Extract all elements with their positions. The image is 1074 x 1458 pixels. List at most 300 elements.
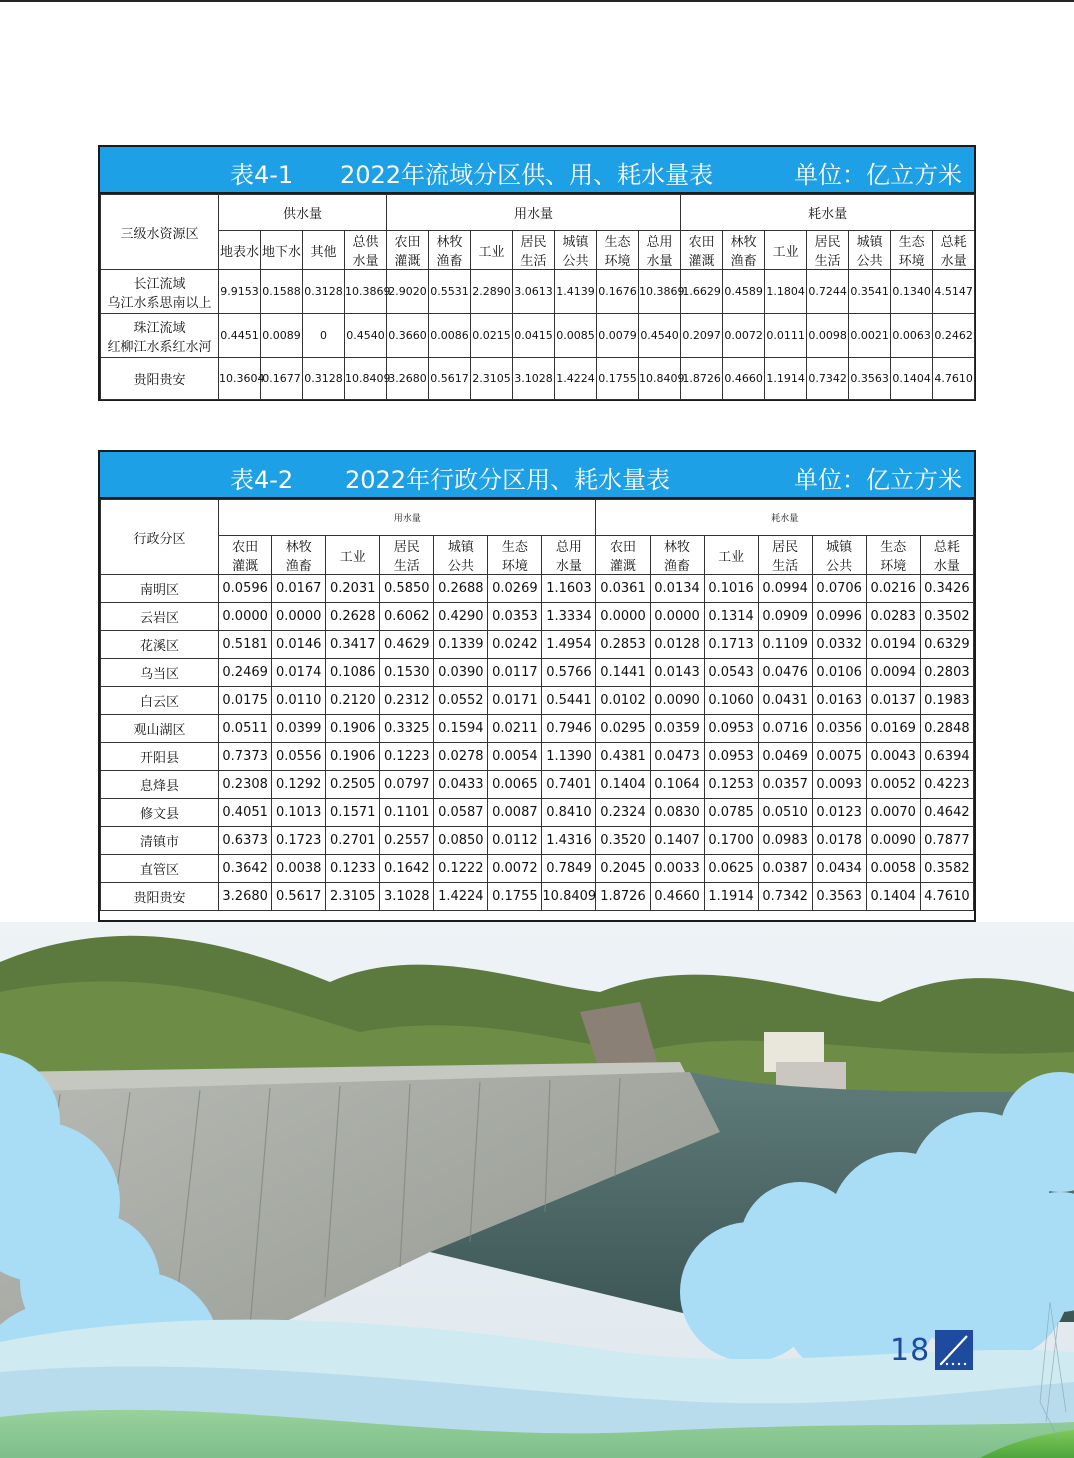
table-cell: 0.7342 [758,883,812,911]
table-cell: 0.0511 [219,715,272,743]
table-cell: 0.1060 [704,687,758,715]
table-cell: 10.3604 [219,358,261,400]
column-header: 居民 生活 [513,231,555,270]
table-cell: 0.0278 [434,743,488,771]
table-cell: 0.2308 [219,771,272,799]
table-cell: 0.2120 [326,687,380,715]
table-cell: 0.0128 [650,631,704,659]
table-cell: 0.5531 [429,270,471,314]
table-cell: 1.3334 [542,603,596,631]
column-header: 城镇 公共 [849,231,891,270]
table-cell: 0.0361 [596,575,650,603]
table-cell: 0.0242 [488,631,542,659]
column-header: 总供 水量 [345,231,387,270]
table-cell: 10.3869 [639,270,681,314]
table-cell: 0.0174 [272,659,326,687]
table-4-2 [98,450,976,922]
table-cell: 0.7244 [807,270,849,314]
table-cell: 0.0169 [866,715,920,743]
row-label: 乌当区 [101,659,219,687]
column-header: 工业 [471,231,513,270]
table-cell: 1.4954 [542,631,596,659]
table-row [101,715,974,743]
table-cell: 0.0909 [758,603,812,631]
table-cell: 0.0098 [807,314,849,358]
table-cell: 0.5181 [219,631,272,659]
table-cell: 0.0000 [219,603,272,631]
table-cell: 0.2462 [933,314,975,358]
table-cell: 0.7877 [920,827,973,855]
table-cell: 0.0357 [758,771,812,799]
table-cell: 0.0052 [866,771,920,799]
table-cell: 0.4451 [219,314,261,358]
table-cell: 0.0359 [650,715,704,743]
row-label: 长江流域 乌江水系思南以上 [101,270,219,314]
table-cell: 0.0043 [866,743,920,771]
table-cell: 0.0090 [866,827,920,855]
table-cell: 1.1914 [765,358,807,400]
table-title: 2022年流域分区供、用、耗水量表 [340,161,714,189]
table-cell: 0.3541 [849,270,891,314]
table-cell: 0.3128 [303,358,345,400]
table-cell: 0.2628 [326,603,380,631]
table-cell: 2.3105 [471,358,513,400]
table-cell: 0.0094 [866,659,920,687]
column-header: 农田 灌溉 [219,536,272,575]
table-cell: 10.3869 [345,270,387,314]
table-cell: 0.0143 [650,659,704,687]
table-cell: 4.7610 [920,883,973,911]
row-label: 白云区 [101,687,219,715]
row-label: 清镇市 [101,827,219,855]
row-label: 修文县 [101,799,219,827]
top-rule [0,0,1074,2]
table-cell: 0.0072 [723,314,765,358]
row-label: 观山湖区 [101,715,219,743]
column-header: 生态 环境 [597,231,639,270]
column-header: 总耗 水量 [920,536,973,575]
table-cell: 1.1603 [542,575,596,603]
table-cell: 2.3105 [326,883,380,911]
table-cell: 0.1404 [866,883,920,911]
table-cell: 0.0469 [758,743,812,771]
column-header: 工业 [704,536,758,575]
table-cell: 0.4540 [639,314,681,358]
table-cell: 0.0063 [891,314,933,358]
column-header: 农田 灌溉 [387,231,429,270]
table-cell: 1.4316 [542,827,596,855]
table-cell: 0.1101 [380,799,434,827]
table-cell: 0.0110 [272,687,326,715]
table-row [101,855,974,883]
table-4-1-header [100,147,974,194]
column-header: 总用 水量 [639,231,681,270]
table-cell: 0.0994 [758,575,812,603]
row-label: 贵阳贵安 [101,358,219,400]
table-cell: 0.5766 [542,659,596,687]
table-cell: 0.2045 [596,855,650,883]
table-cell: 0.4223 [920,771,973,799]
table-cell: 0.0353 [488,603,542,631]
table-4-2-grid [100,499,974,911]
table-cell: 0.0625 [704,855,758,883]
row-label: 直管区 [101,855,219,883]
table-cell: 0.0089 [261,314,303,358]
table-cell: 0.4290 [434,603,488,631]
table-cell: 0.1530 [380,659,434,687]
table-cell: 0.0085 [555,314,597,358]
table-cell: 0.3563 [849,358,891,400]
column-header: 地表水 [219,231,261,270]
table-cell: 0.3128 [303,270,345,314]
table-cell: 0.3520 [596,827,650,855]
table-cell: 0.0473 [650,743,704,771]
table-cell: 0.0390 [434,659,488,687]
table-cell: 0.0075 [812,743,866,771]
table-cell: 9.9153 [219,270,261,314]
column-header: 居民 生活 [758,536,812,575]
table-cell: 1.4139 [555,270,597,314]
table-cell: 0.5617 [429,358,471,400]
table-cell: 0.0117 [488,659,542,687]
table-row [101,883,974,911]
table-cell: 0.1064 [650,771,704,799]
table-cell: 0.1404 [596,771,650,799]
table-cell: 3.2680 [387,358,429,400]
table-cell: 1.8726 [681,358,723,400]
table-cell: 0.0054 [488,743,542,771]
table-cell: 0.0090 [650,687,704,715]
table-cell: 1.1390 [542,743,596,771]
table-cell: 0.0850 [434,827,488,855]
table-cell: 0.1404 [891,358,933,400]
table-number: 表4-1 [230,161,294,189]
table-cell: 0.0038 [272,855,326,883]
table-cell: 1.4224 [434,883,488,911]
table-cell: 0.1013 [272,799,326,827]
column-header: 城镇 公共 [812,536,866,575]
row-label: 息烽县 [101,771,219,799]
column-header: 林牧 渔畜 [429,231,471,270]
table-cell: 0.1339 [434,631,488,659]
table-cell: 0.0000 [596,603,650,631]
table-cell: 0.6062 [380,603,434,631]
table-4-1 [98,145,976,401]
table-cell: 0.5441 [542,687,596,715]
column-header: 林牧 渔畜 [272,536,326,575]
table-cell: 3.1028 [380,883,434,911]
table-cell: 0.0387 [758,855,812,883]
group-header-use: 用水量 [219,500,596,536]
table-cell: 10.8409 [639,358,681,400]
table-cell: 0.0058 [866,855,920,883]
table-cell: 0.1253 [704,771,758,799]
column-header: 生态 环境 [866,536,920,575]
table-cell: 0.0137 [866,687,920,715]
table-cell: 0.1642 [380,855,434,883]
table-cell: 0.6394 [920,743,973,771]
row-label: 珠江流域 红柳江水系红水河 [101,314,219,358]
table-cell: 0.0295 [596,715,650,743]
table-cell: 0.4381 [596,743,650,771]
table-cell: 0.2469 [219,659,272,687]
table-cell: 0.0134 [650,575,704,603]
table-cell: 0.0716 [758,715,812,743]
table-row [101,631,974,659]
table-cell: 0.0399 [272,715,326,743]
table-title: 2022年行政分区用、耗水量表 [345,466,671,494]
table-cell: 0.0587 [434,799,488,827]
table-cell: 0.0356 [812,715,866,743]
table-cell: 0.1700 [704,827,758,855]
table-row [101,827,974,855]
table-cell: 0.2853 [596,631,650,659]
column-header: 总用 水量 [542,536,596,575]
table-cell: 0.1713 [704,631,758,659]
table-cell: 0.0211 [488,715,542,743]
table-cell: 0.1594 [434,715,488,743]
column-header: 其他 [303,231,345,270]
table-cell: 0.2031 [326,575,380,603]
table-cell: 0.1233 [326,855,380,883]
table-cell: 0.0087 [488,799,542,827]
table-cell: 4.5147 [933,270,975,314]
table-cell: 3.1028 [513,358,555,400]
table-cell: 0.4540 [345,314,387,358]
table-cell: 0.2557 [380,827,434,855]
group-header-use: 用水量 [387,195,681,231]
column-header: 城镇 公共 [555,231,597,270]
table-cell: 0.3642 [219,855,272,883]
table-cell: 0.1755 [488,883,542,911]
table-cell: 0.7849 [542,855,596,883]
table-row [101,575,974,603]
table-row [101,743,974,771]
column-header: 居民 生活 [380,536,434,575]
table-cell: 1.8726 [596,883,650,911]
table-cell: 0.8410 [542,799,596,827]
table-cell: 0.0079 [597,314,639,358]
table-unit: 单位：亿立方米 [794,466,962,494]
table-cell: 0.7946 [542,715,596,743]
table-cell: 0.4642 [920,799,973,827]
table-cell: 0.2324 [596,799,650,827]
table-cell: 0.3426 [920,575,973,603]
table-cell: 0.1906 [326,715,380,743]
table-row [101,270,975,314]
table-cell: 0.0111 [765,314,807,358]
table-cell: 0.0086 [429,314,471,358]
table-cell: 0.0552 [434,687,488,715]
column-header: 城镇 公共 [434,536,488,575]
region-header: 行政分区 [101,500,219,575]
group-header-consume: 耗水量 [596,500,974,536]
table-cell: 0.0167 [272,575,326,603]
table-cell: 0.0269 [488,575,542,603]
table-row [101,314,975,358]
table-cell: 0.5617 [272,883,326,911]
row-label: 南明区 [101,575,219,603]
table-cell: 0 [303,314,345,358]
table-cell: 0.0106 [812,659,866,687]
table-cell: 0.7401 [542,771,596,799]
table-cell: 0.0216 [866,575,920,603]
table-cell: 0.6373 [219,827,272,855]
table-cell: 1.4224 [555,358,597,400]
table-cell: 3.2680 [219,883,272,911]
table-cell: 0.1109 [758,631,812,659]
table-cell: 0.2688 [434,575,488,603]
row-label: 贵阳贵安 [101,883,219,911]
column-header: 农田 灌溉 [681,231,723,270]
table-cell: 0.2803 [920,659,973,687]
table-row [101,687,974,715]
page-number: 18 [890,1333,931,1368]
table-cell: 0.0163 [812,687,866,715]
table-cell: 2.2890 [471,270,513,314]
table-cell: 0.1223 [380,743,434,771]
table-cell: 0.7342 [807,358,849,400]
table-cell: 0.1222 [434,855,488,883]
table-cell: 0.0830 [650,799,704,827]
table-cell: 0.1676 [597,270,639,314]
table-cell: 0.0953 [704,715,758,743]
table-cell: 0.6329 [920,631,973,659]
table-row [101,659,974,687]
column-header: 工业 [326,536,380,575]
table-cell: 0.2848 [920,715,973,743]
table-cell: 0.1314 [704,603,758,631]
table-number: 表4-2 [230,466,294,494]
table-unit: 单位：亿立方米 [794,161,962,189]
table-cell: 0.0065 [488,771,542,799]
group-header-supply: 供水量 [219,195,387,231]
table-cell: 0.1723 [272,827,326,855]
table-cell: 3.0613 [513,270,555,314]
table-cell: 10.8409 [345,358,387,400]
table-row [101,799,974,827]
table-4-2-header [100,452,974,499]
column-header: 工业 [765,231,807,270]
table-cell: 0.0332 [812,631,866,659]
table-cell: 0.0033 [650,855,704,883]
table-cell: 0.0431 [758,687,812,715]
table-cell: 0.1677 [261,358,303,400]
column-header: 农田 灌溉 [596,536,650,575]
table-cell: 0.0000 [272,603,326,631]
table-cell: 0.0706 [812,575,866,603]
table-cell: 4.7610 [933,358,975,400]
table-cell: 0.0785 [704,799,758,827]
table-cell: 0.0983 [758,827,812,855]
table-cell: 0.0194 [866,631,920,659]
table-cell: 0.0283 [866,603,920,631]
table-cell: 0.0102 [596,687,650,715]
table-cell: 0.0996 [812,603,866,631]
table-cell: 0.2312 [380,687,434,715]
reservoir-dam-photo [0,922,1074,1458]
table-cell: 0.1086 [326,659,380,687]
table-row [101,358,975,400]
table-cell: 2.9020 [387,270,429,314]
row-label: 云岩区 [101,603,219,631]
table-cell: 0.1441 [596,659,650,687]
page-corner-logo-icon [935,1330,973,1370]
table-cell: 0.0476 [758,659,812,687]
table-cell: 0.0215 [471,314,513,358]
table-cell: 0.0072 [488,855,542,883]
table-cell: 10.8409 [542,883,596,911]
column-header: 林牧 渔畜 [723,231,765,270]
row-label: 花溪区 [101,631,219,659]
column-header: 生态 环境 [488,536,542,575]
column-header: 林牧 渔畜 [650,536,704,575]
table-cell: 0.2701 [326,827,380,855]
table-cell: 0.0510 [758,799,812,827]
table-cell: 0.1571 [326,799,380,827]
column-header: 生态 环境 [891,231,933,270]
table-cell: 0.0123 [812,799,866,827]
table-cell: 0.0093 [812,771,866,799]
table-cell: 0.0175 [219,687,272,715]
table-cell: 0.0543 [704,659,758,687]
table-cell: 0.1588 [261,270,303,314]
table-cell: 0.1906 [326,743,380,771]
table-cell: 0.4629 [380,631,434,659]
table-cell: 0.0596 [219,575,272,603]
table-cell: 0.1016 [704,575,758,603]
table-cell: 0.2505 [326,771,380,799]
table-cell: 0.0112 [488,827,542,855]
table-cell: 0.0415 [513,314,555,358]
table-cell: 0.0070 [866,799,920,827]
table-cell: 0.1407 [650,827,704,855]
table-cell: 0.4660 [723,358,765,400]
table-cell: 0.3325 [380,715,434,743]
table-cell: 0.2097 [681,314,723,358]
table-cell: 1.1914 [704,883,758,911]
table-cell: 0.0171 [488,687,542,715]
table-cell: 0.7373 [219,743,272,771]
table-cell: 1.1804 [765,270,807,314]
table-row [101,771,974,799]
table-cell: 0.4660 [650,883,704,911]
table-cell: 0.0433 [434,771,488,799]
table-4-1-grid [100,194,975,400]
row-label: 开阳县 [101,743,219,771]
table-cell: 0.0021 [849,314,891,358]
table-cell: 0.0146 [272,631,326,659]
column-header: 地下水 [261,231,303,270]
table-cell: 0.0953 [704,743,758,771]
table-cell: 0.0797 [380,771,434,799]
table-cell: 0.4051 [219,799,272,827]
table-cell: 0.0556 [272,743,326,771]
column-header: 总耗 水量 [933,231,975,270]
table-cell: 0.1755 [597,358,639,400]
table-cell: 0.4589 [723,270,765,314]
table-cell: 0.3660 [387,314,429,358]
table-cell: 0.0178 [812,827,866,855]
table-cell: 0.3502 [920,603,973,631]
table-cell: 0.3582 [920,855,973,883]
group-header-consume: 耗水量 [681,195,975,231]
table-row [101,603,974,631]
column-header: 居民 生活 [807,231,849,270]
table-cell: 0.1340 [891,270,933,314]
table-cell: 1.6629 [681,270,723,314]
table-cell: 0.3563 [812,883,866,911]
